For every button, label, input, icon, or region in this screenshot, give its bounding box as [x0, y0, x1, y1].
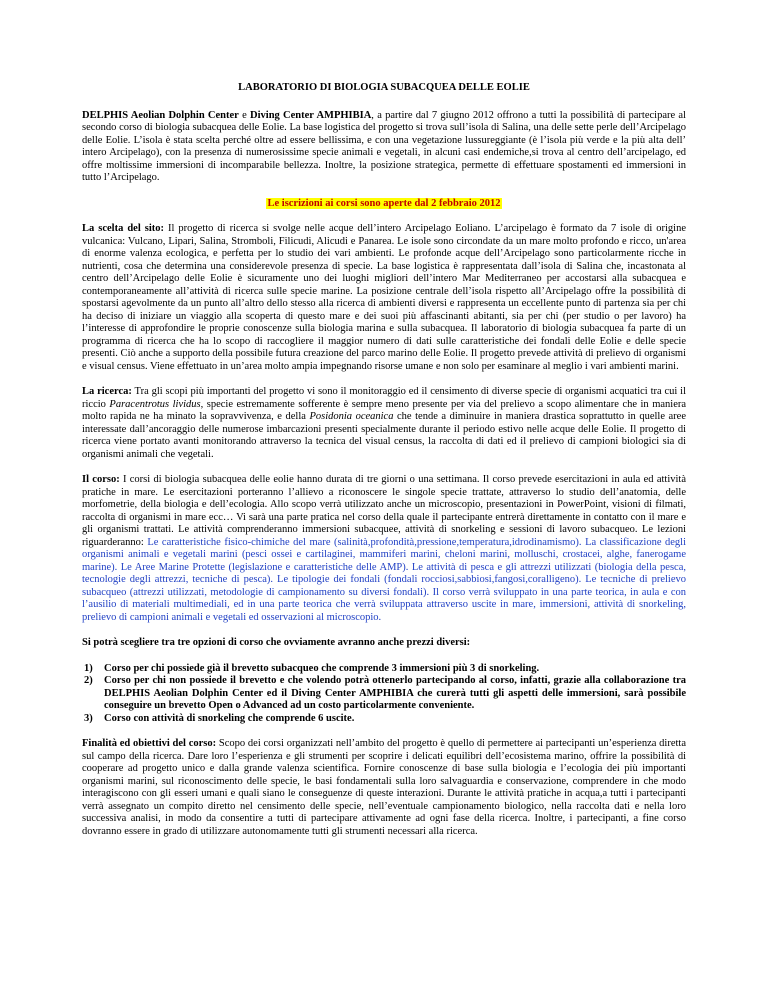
course-paragraph	[82, 474, 686, 624]
intro-paragraph	[82, 110, 686, 185]
site-label: La scelta del sito:	[82, 223, 164, 234]
goals-paragraph	[82, 738, 686, 838]
intro-conjunction: e	[238, 109, 251, 121]
option-text: Corso per chi non possiede il brevetto e che volendo potrà ottenerlo partecipando al corso, infatti, grazie alla collaborazione tra DELPHIS Aeolian Dolphin Center ed il Diving Center AMPHIBIA che curerà tutti gli aspetti delle immersioni, sarà possibile conseguire un brevetto Open o Advanced ad un costo particolarmente conveniente.	[104, 675, 686, 711]
option-number: 1)	[84, 662, 93, 674]
registration-notice: Le iscrizioni ai corsi sono aperte dal 2 febbraio 2012	[267, 197, 501, 209]
course-topics: Le caratteristiche fisico-chimiche del mare (salinità,profondità,pressione,temperatura,idrodinamismo). La classificazione degli organismi animali e vegetali marini (pesci ossei e cartilaginei, mammiferi marini, cheloni marini, molluschi, crostacei, alghe, fanerogame marine). Le Aree Marine Protette (legislazione e caratteristiche delle AMP). Le attività di pesca e gli attrezzi utilizzati (biologia della pesca, tecnologie degli attrezzi, tecniche di pesca). Le tipologie dei fondali (fondali rocciosi,sabbiosi,fangosi,coralligeno). Le tecniche di prelievo subacqueo (attrezzi utilizzati, metodologie di campionamento su diversi fondali). Il corso verrà sviluppato in una parte teorica, in aula e con l’ausilio di materiali multimediali, ed in una parte teorica che verrà sviluppata attraverso uscite in mare, immersioni, attività di snorkeling, prelievo di campioni animali e vegetali ed osservazioni al microscopio.	[82, 536, 686, 623]
goals-text: Scopo dei corsi organizzati nell’ambito del progetto è quello di permettere ai partecipanti un’esperienza diretta sul campo della ricerca. Dare loro l’esperienza e gli strumenti per scoprire i delicati equilibri dell’ecosistema marino, offrire la possibilità di cooperare ad progetto unico e dalla grande valenza scientifica. Fornire conoscenze di base sulla biologia e l’ecologia dei più importanti organismi marini, sul riconoscimento delle specie, le basi fondamentali sulla loro salvaguardia e conservazione, comprendere in che modo interagiscono con gli esseri umani e quali siano le conseguenze di queste interazioni. Durante le attività pratiche in acqua,a tutti i partecipanti verrà assegnato un compito diretto nel censimento delle specie, nell’eventuale campionamento biologico, nella raccolta dati e nella loro successiva analisi, in modo da consentire a tutti di partecipare attivamente ad ogni fase della ricerca. Inoltre, i partecipanti, a fine corso dovranno essere in grado di utilizzare autonomamente tutti gli strumenti necessari alla ricerca.	[82, 738, 686, 837]
site-paragraph	[82, 223, 686, 373]
option-number: 3)	[84, 712, 93, 724]
org-delphis: DELPHIS Aeolian Dolphin Center	[82, 109, 239, 121]
research-text-2: specie estremamente sofferente è sempre meno presente per via del prelievo a scopo alimentare che in maniera molto rapida ne ha minato la sopravvivenza, e della	[82, 398, 687, 422]
site-text: Il progetto di ricerca si svolge nelle acque dell’intero Arcipelago Eoliano. L’arcipelago è formato da 7 isole di origine vulcanica: Vulcano, Lipari, Salina, Stromboli, Filicudi, Alicudi e Panarea. Le isole sono circondate da un mare molto profondo e ricco, un'area di enorme valenza ecologica, e perfetta per lo studio dei vari ambienti. Le profonde acque dell’Arcipelago sono particolarmente ricche in nutrienti, cosa che determina una considerevole presenza di specie. La base logistica è rappresentata dall’isola di Salina che, incastonata al centro dell’Arcipelago delle Eolie è sicuramente uno dei luoghi migliori dell’intero Mar Mediterraneo per accostarsi alla subacquea e contemporaneamente all’attività di ricerca sulle specie marine. La posizione centrale dell’isola rispetto all’Arcipelago offre la possibilità di spostarsi agevolmente da un punto all’altro dello stesso alla ricerca di ambienti diversi e rappresenta un eccellente punto di partenza sia per chi ha deciso di iniziare un viaggio alla scoperta di questo mare e dei suoi più affascinanti abitanti, sia per chi (per studio o per lavoro) ha l’interesse di approfondire le proprie conoscenze sulla biologia marina e sulla subacquea. Il laboratorio di biologia subacquea fa parte di un programma di ricerca che ha lo scopo di raccogliere il maggior numero di dati sulle caratteristiche dei fondali delle Eolie e delle specie presenti. Ciò anche a supporto della possibile futura creazione del parco marino delle Eolie. Il progetto prevede attività di prelievo di organismi e visual census. Viene effettuato in un’area molto ampia impegnando risorse umane e non solo per esaminare al meglio i vari ambienti marini.	[82, 223, 686, 372]
course-label: Il corso:	[82, 474, 120, 485]
research-text-1: Tra gli scopi più importanti del progetto vi sono il monitoraggio ed il censimento di diverse specie di organismi acquatici tra cui il riccio	[82, 386, 687, 410]
research-text-3: che tende a diminuire in maniera drastica soprattutto in quelle aree interessate dall’ancoraggio delle numerose imbarcazioni presenti specialmente durante il periodo estivo nelle acque delle Eolie. Il progetto di ricerca viene portato avanti monitorando attraverso la tecnica del visual census, la raccolta di dati ed il prelievo di campioni biologici sia di organismi animali che vegetali.	[82, 411, 687, 460]
goals-label: Finalità ed obiettivi del corso:	[82, 738, 217, 749]
option-item-1	[82, 663, 686, 676]
option-text: Corso con attività di snorkeling che comprende 6 uscite.	[104, 712, 355, 724]
option-item-2	[82, 675, 686, 713]
org-amphibia: Diving Center AMPHIBIA	[250, 109, 372, 121]
option-number: 2)	[84, 675, 93, 686]
research-label: La ricerca:	[82, 386, 132, 397]
species-posidonia: Posidonia oceanica	[309, 411, 394, 422]
intro-text: , a partire dal 7 giugno 2012 offrono a tutti la possibilità di partecipare al secondo corso di biologia subacquea delle Eolie. La base logistica del progetto si trova sull’isola di Salina, una delle sette perle dell’Arcipelago delle Eolie. L’isola è stata scelta perché oltre ad essere bellissima, e con una vegetazione lussureggiante (è l’isola più verde e la più alta dell’ intero Arcipelago), con la presenza di numerosissime specie animali e vegetali, in alcuni casi endemiche,si trova al centro dell’arcipelago, ed offre moltissime immersioni di incomparabile bellezza. Inoltre, la posizione strategica, permette di effettuare spostamenti ed immersioni in tutto l’Arcipelago.	[82, 109, 686, 183]
options-intro: Si potrà scegliere tra tre opzioni di corso che ovviamente avranno anche prezzi diversi:	[82, 637, 471, 648]
research-paragraph	[82, 386, 686, 461]
option-item-3	[82, 713, 686, 726]
document-title: LABORATORIO DI BIOLOGIA SUBACQUEA DELLE EOLIE	[238, 82, 530, 93]
options-list	[82, 663, 686, 726]
option-text: Corso per chi possiede già il brevetto subacqueo che comprende 3 immersioni più 3 di snorkeling.	[104, 662, 540, 674]
course-text: I corsi di biologia subacquea delle eolie hanno durata di tre giorni o una settimana. Il corso prevede esercitazioni in aula ed attività pratiche in mare. Le esercitazioni porteranno l’allievo a riconoscere le singole specie trattate, attraverso lo studio dell’anatomia, delle morfometrie, della biologia e dell’ecologia. Allo scopo verrà utilizzato anche un microscopio, presentazioni in PowerPoint, visioni di filmati, raccolta di organismi in mare ecc… Vi sarà una parte pratica nel corso della quale il partecipante entrerà direttamente in contatto con il mare e gli organismi trattati. Le attività comprenderanno immersioni subacquee, attività di snorkeling e sessioni di lavoro subacqueo. Le lezioni riguarderanno:	[82, 474, 686, 548]
species-paracentrotus: Paracentrotus lividus,	[109, 398, 204, 410]
registration-notice-wrap	[82, 198, 686, 211]
